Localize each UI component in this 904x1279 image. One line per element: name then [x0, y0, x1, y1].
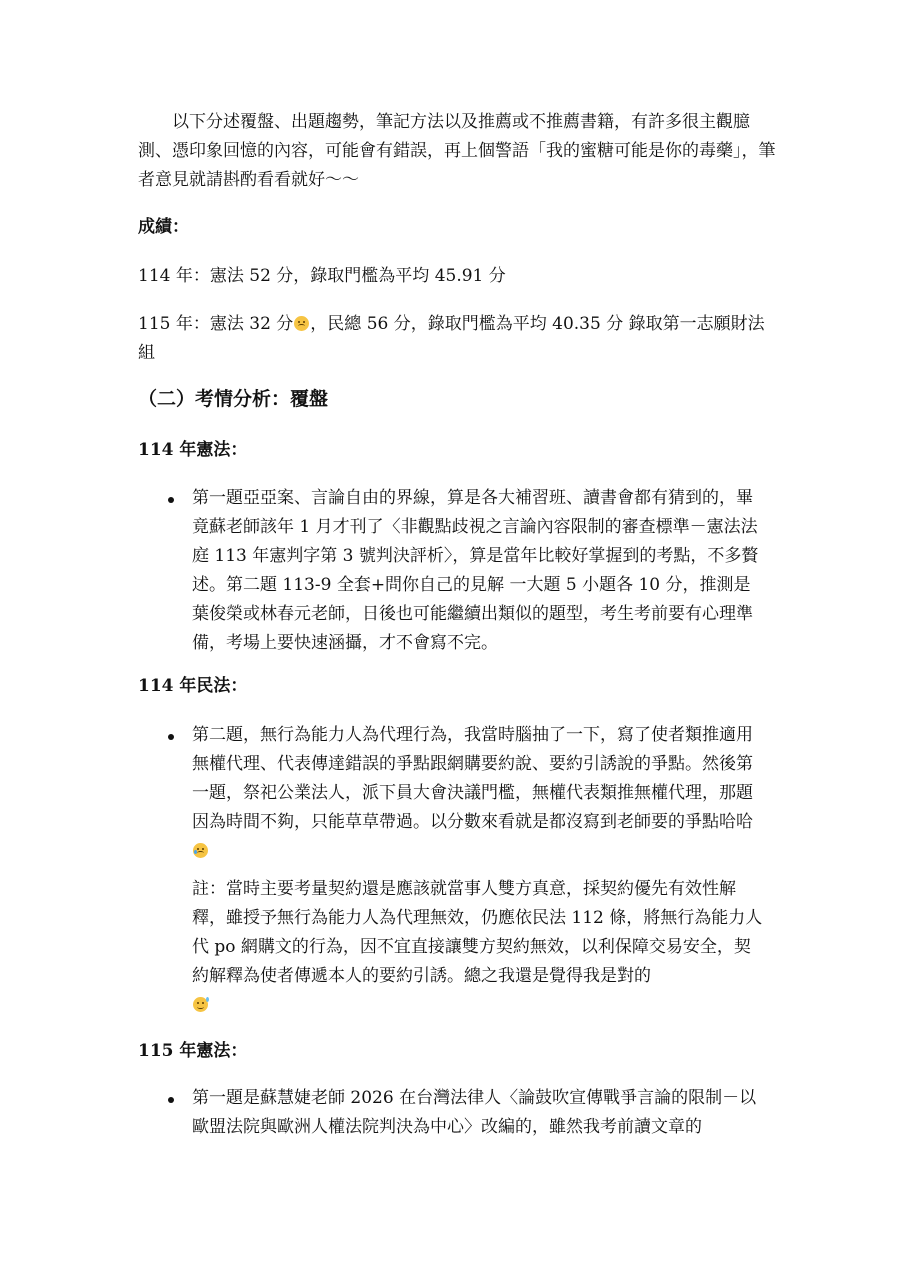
heading-115-constitution: 115 年憲法：: [138, 1041, 248, 1061]
paragraph-115-constitution: 第一題是蘇慧婕老師 2026 在台灣法律人〈論鼓吹宣傳戰爭言論的限制－以歐盟法院與歐洲人權法院判決為中心〉改編的，雖然我考前讀文章的: [192, 1088, 757, 1137]
bullet-icon: [168, 734, 174, 740]
score-115: [138, 310, 778, 368]
score-114: 114 年：憲法 52 分，錄取門檻為平均 45.91 分: [138, 266, 506, 286]
heading-114-constitution: 114 年憲法：: [138, 440, 248, 460]
scores-heading: 成績：: [138, 217, 189, 237]
section-title: （二）考情分析：覆盤: [138, 388, 329, 410]
bullet-icon: [168, 1097, 174, 1103]
intro-paragraph: 以下分述覆盤、出題趨勢，筆記方法以及推薦或不推薦書籍，有許多很主觀臆測、憑印象回憶的內容，可能會有錯誤，再上個警語「我的蜜糖可能是你的毒藥」，筆者意見就請斟酌看看就好～～: [138, 112, 776, 190]
paragraph-114-civil-note: [192, 875, 766, 1020]
paragraph-114-civil-note-text: 註：當時主要考量契約還是應該就當事人雙方真意，採契約優先有效性解釋，雖授予無行為能力人為代理無效，仍應依民法 112 條，將無行為能力人代 po 網購文的行為，因不宜直接讓雙方契約無效，以利保障交易安全，契約解釋為使者傳遞本人的要約引誘。總之我還是覺得我是對的: [192, 879, 763, 986]
heading-114-civil: 114 年民法：: [138, 676, 248, 696]
paragraph-114-constitution: 第一題亞亞案、言論自由的界線，算是各大補習班、讀書會都有猜到的，畢竟蘇老師該年 1 月才刊了〈非觀點歧視之言論內容限制的審查標準－憲法法庭 113 年憲判字第 3 號判決評析〉，算是當年比較好掌握到的考點，不多贅述。第二題 113-9 全套+問你自己的見解 一大題 5 小題各 10 分，推測是葉俊榮或林春元老師，日後也可能繼續出類似的題型，考生考前要有心理準備，考場上要快速涵攝，才不會寫不完。: [192, 488, 759, 653]
bullet-icon: [168, 497, 174, 503]
paragraph-114-civil: [192, 721, 766, 866]
grinning-sweat-emoji-icon: [193, 997, 208, 1012]
score-115-part-b: ，民總 56 分，錄取門檻為平均 40.35 分 錄取第一志願財法組: [138, 314, 765, 363]
disappointed-face-emoji-icon: [294, 316, 309, 331]
crying-face-emoji-icon: [193, 843, 208, 858]
paragraph-114-civil-text: 第二題，無行為能力人為代理行為，我當時腦抽了一下，寫了使者類推適用無權代理、代表傳達錯誤的爭點跟網購要約說、要約引誘說的爭點。然後第一題，祭祀公業法人，派下員大會決議門檻，無權代表類推無權代理，那題因為時間不夠，只能草草帶過。以分數來看就是都沒寫到老師要的爭點哈哈: [192, 725, 753, 832]
score-115-part-a: 115 年：憲法 32 分: [138, 314, 294, 334]
